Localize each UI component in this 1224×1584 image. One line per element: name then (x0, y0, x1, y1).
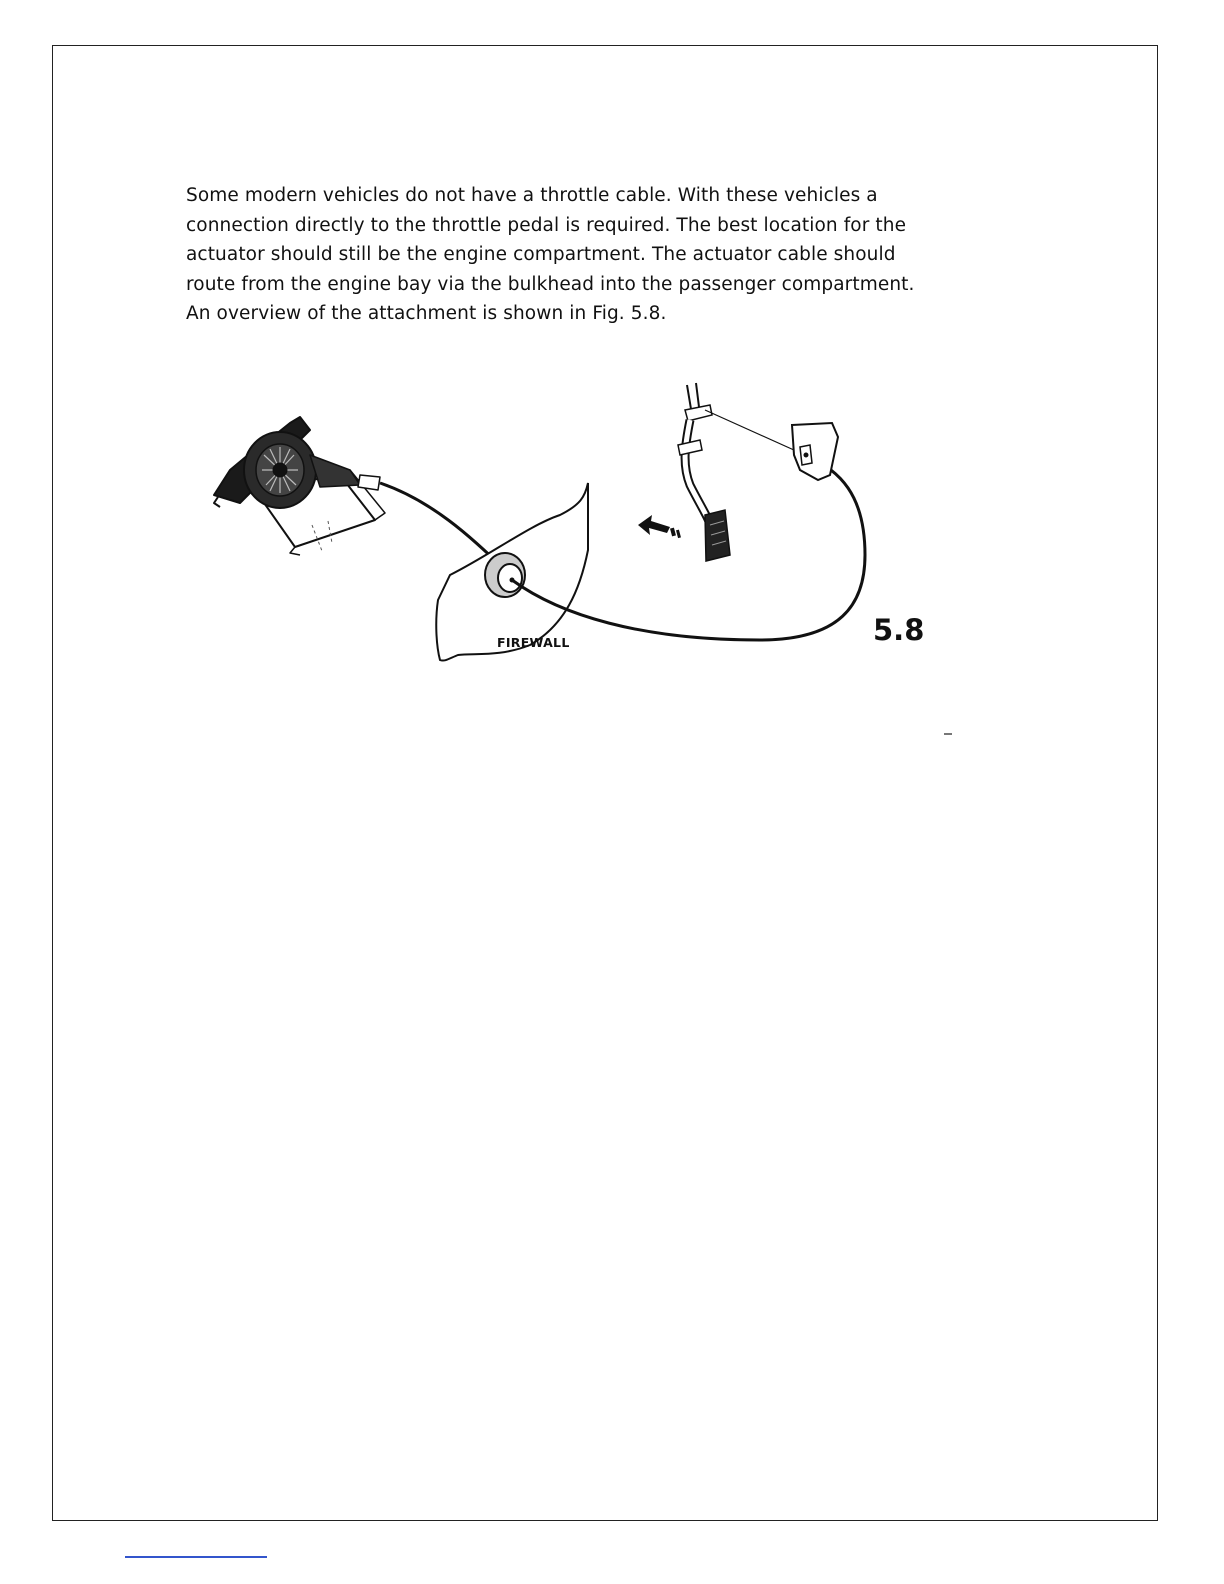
body-paragraph (186, 181, 1016, 329)
actuator-unit (214, 417, 385, 555)
paragraph-line: route from the engine bay via the bulkhead into the passenger compartment. (186, 273, 915, 295)
actuator-cable-illustration (200, 375, 960, 685)
cable-bracket (792, 423, 838, 480)
throttle-pedal (678, 383, 730, 561)
paragraph-line: actuator should still be the engine compartment. The actuator cable should (186, 244, 896, 265)
pedal-linkage (705, 410, 805, 455)
firewall-grommet (485, 553, 525, 597)
paragraph-line: connection directly to the throttle pedal is required. The best location for the (186, 214, 907, 236)
stray-mark (944, 733, 952, 735)
illustration-svg (200, 375, 960, 685)
paragraph-line: An overview of the attachment is shown in Fig. 5.8. (186, 303, 667, 324)
paragraph-line: Some modern vehicles do not have a throttle cable. With these vehicles a (186, 185, 878, 206)
footnote-rule (125, 1556, 267, 1558)
direction-arrow (638, 515, 681, 538)
figure-number: 5.8 (873, 613, 925, 647)
firewall-label: FIREWALL (497, 635, 570, 650)
